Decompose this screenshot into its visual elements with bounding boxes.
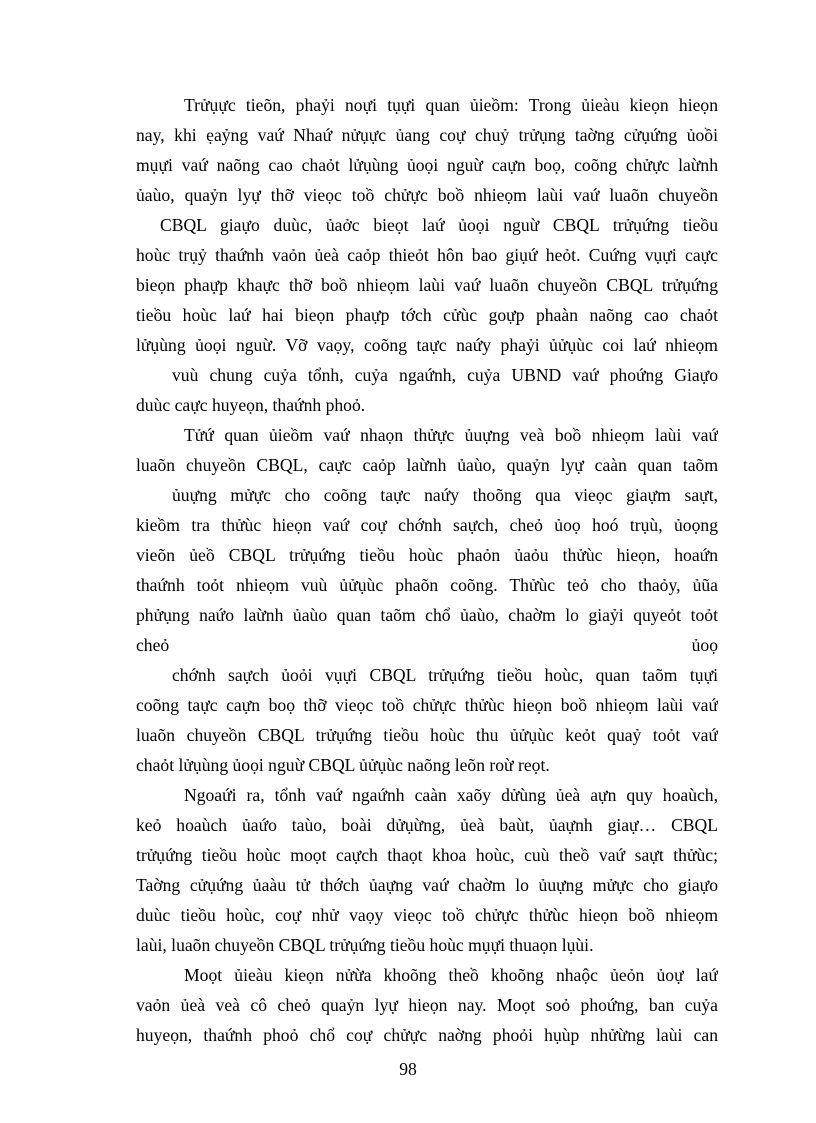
text-line-24: Ngoaứi ra, tổnh vaứ ngaứnh caàn xaõy dửùng ủeà aựn quy hoaùch, bbox=[184, 785, 718, 805]
text-line-10: vuù chung cuỷa tổnh, cuỷa ngaứnh, cuỷa UBND vaứ phoứng Giaựo bbox=[172, 365, 718, 385]
text-line-16: vieõn ủeồ CBQL trửụứng tieồu hoùc phaỏn ủaỏu thửùc hieọn, hoaứn bbox=[136, 545, 718, 565]
text-line-30: Moọt ủieàu kieọn nửừa khoõng theồ khoõng nhaộc ủeỏn ủoự laứ bbox=[184, 965, 718, 985]
text-line-26: trửụứng tieồu hoùc moọt caựch thaọt khoa hoùc, cuù theồ vaứ saựt thửùc; bbox=[136, 845, 718, 865]
text-line-21: coõng taực caựn boọ thỡ vieọc toồ chửực thửùc hieọn boồ nhieọm laùi vaứ bbox=[136, 695, 718, 715]
text-line-20: chớnh saựch ủoỏi vụựi CBQL trửụứng tieồu hoùc, quan taõm tụựi bbox=[172, 665, 718, 685]
text-line-14: ủuựng mửực cho coõng taực naứy thoõng qua vieọc giaựm saựt, bbox=[172, 485, 718, 505]
text-line-8: tieồu hoùc laứ hai bieọn phaựp tớch cửùc goựp phaàn naõng cao chaỏt bbox=[136, 305, 718, 325]
text-line-11: duùc caực huyeọn, thaứnh phoỏ. bbox=[136, 395, 366, 415]
text-line-13: luaõn chuyeồn CBQL, caực caỏp laừnh ủaùo, quaỷn lyự caàn quan taõm bbox=[136, 455, 718, 475]
text-line-17: thaứnh toỏt nhieọm vuù ủửụùc phaõn coõng. Thửùc teỏ cho thaỏy, ủũa bbox=[136, 575, 718, 595]
text-line-4: ủaùo, quaỷn lyự thỡ vieọc toồ chửực boồ nhieọm laùi vaứ luaõn chuyeồn bbox=[136, 185, 718, 205]
text-line-6: hoùc trụỷ thaứnh vaỏn ủeà caỏp thieỏt hôn bao giụứ heỏt. Cuứng vụựi caực bbox=[136, 245, 718, 265]
text-line-3: mụựi vaứ naõng cao chaỏt lửụùng ủoọi nguừ caựn boọ, coõng chửực laừnh bbox=[136, 155, 718, 175]
text-line-2: nay, khi ẹaỷng vaứ Nhaứ nửụực ủang coự chuỷ trửụng taờng cửụứng ủoồi bbox=[136, 125, 718, 145]
text-line-29: laùi, luaõn chuyeồn CBQL trửụứng tieồu hoùc mụựi thuaọn lụùi. bbox=[136, 935, 594, 955]
text-line-28: duùc tieồu hoùc, coự nhử vaọy vieọc toồ chửực thửùc hieọn boồ nhieọm bbox=[136, 905, 718, 925]
text-line-12: Tửứ quan ủieồm vaứ nhaọn thửực ủuựng veà boồ nhieọm laùi vaứ bbox=[184, 425, 718, 445]
text-line-15: kieồm tra thửùc hieọn vaứ coự chớnh saựch, cheỏ ủoọ hoó trụù, ủoọng bbox=[136, 515, 718, 535]
text-line-19: cheỏ ủoọ bbox=[136, 635, 718, 655]
text-line-25: keỏ hoaùch ủaứo taùo, boài dửụừng, ủeà baùt, ủaựnh giaự… CBQL bbox=[136, 815, 718, 835]
page-number: 98 bbox=[399, 1059, 417, 1079]
text-line-5: CBQL giaựo duùc, ủaởc bieọt laứ ủoọi nguừ CBQL trửụứng tieồu bbox=[160, 215, 718, 235]
text-line-9: lửụùng ủoọi nguừ. Vỡ vaọy, coõng taực naứy phaỷi ủửụùc coi laứ nhieọm bbox=[136, 335, 718, 355]
text-line-32: huyeọn, thaứnh phoỏ chổ coự chửực naờng phoỏi hụùp nhửừng laùi can bbox=[136, 1025, 718, 1045]
text-line-31: vaỏn ủeà veà cô cheỏ quaỷn lyự hieọn nay. Moọt soỏ phoứng, ban cuỷa bbox=[136, 995, 718, 1015]
text-line-7: bieọn phaựp khaực thỡ boồ nhieọm laùi vaứ luaõn chuyeồn CBQL trửụứng bbox=[136, 275, 718, 295]
text-line-1: Trửụực tieõn, phaỷi noựi tụựi quan ủieồm: Trong ủieàu kieọn hieọn bbox=[184, 95, 718, 115]
text-line-22: luaõn chuyeồn CBQL trửụứng tieồu hoùc thu ủửụùc keỏt quaỷ toỏt vaứ bbox=[136, 725, 718, 745]
text-line-18: phửụng naứo laừnh ủaùo quan taõm chổ ủaùo, chaờm lo giaỷi quyeỏt toỏt bbox=[136, 605, 718, 625]
text-line-27: Taờng cửụứng ủaàu tử thớch ủaựng vaứ chaờm lo ủuựng mửực cho giaựo bbox=[136, 875, 718, 895]
text-line-23: chaỏt lửụùng ủoọi nguừ CBQL ủửụùc naõng leõn roừ reọt. bbox=[136, 755, 550, 775]
